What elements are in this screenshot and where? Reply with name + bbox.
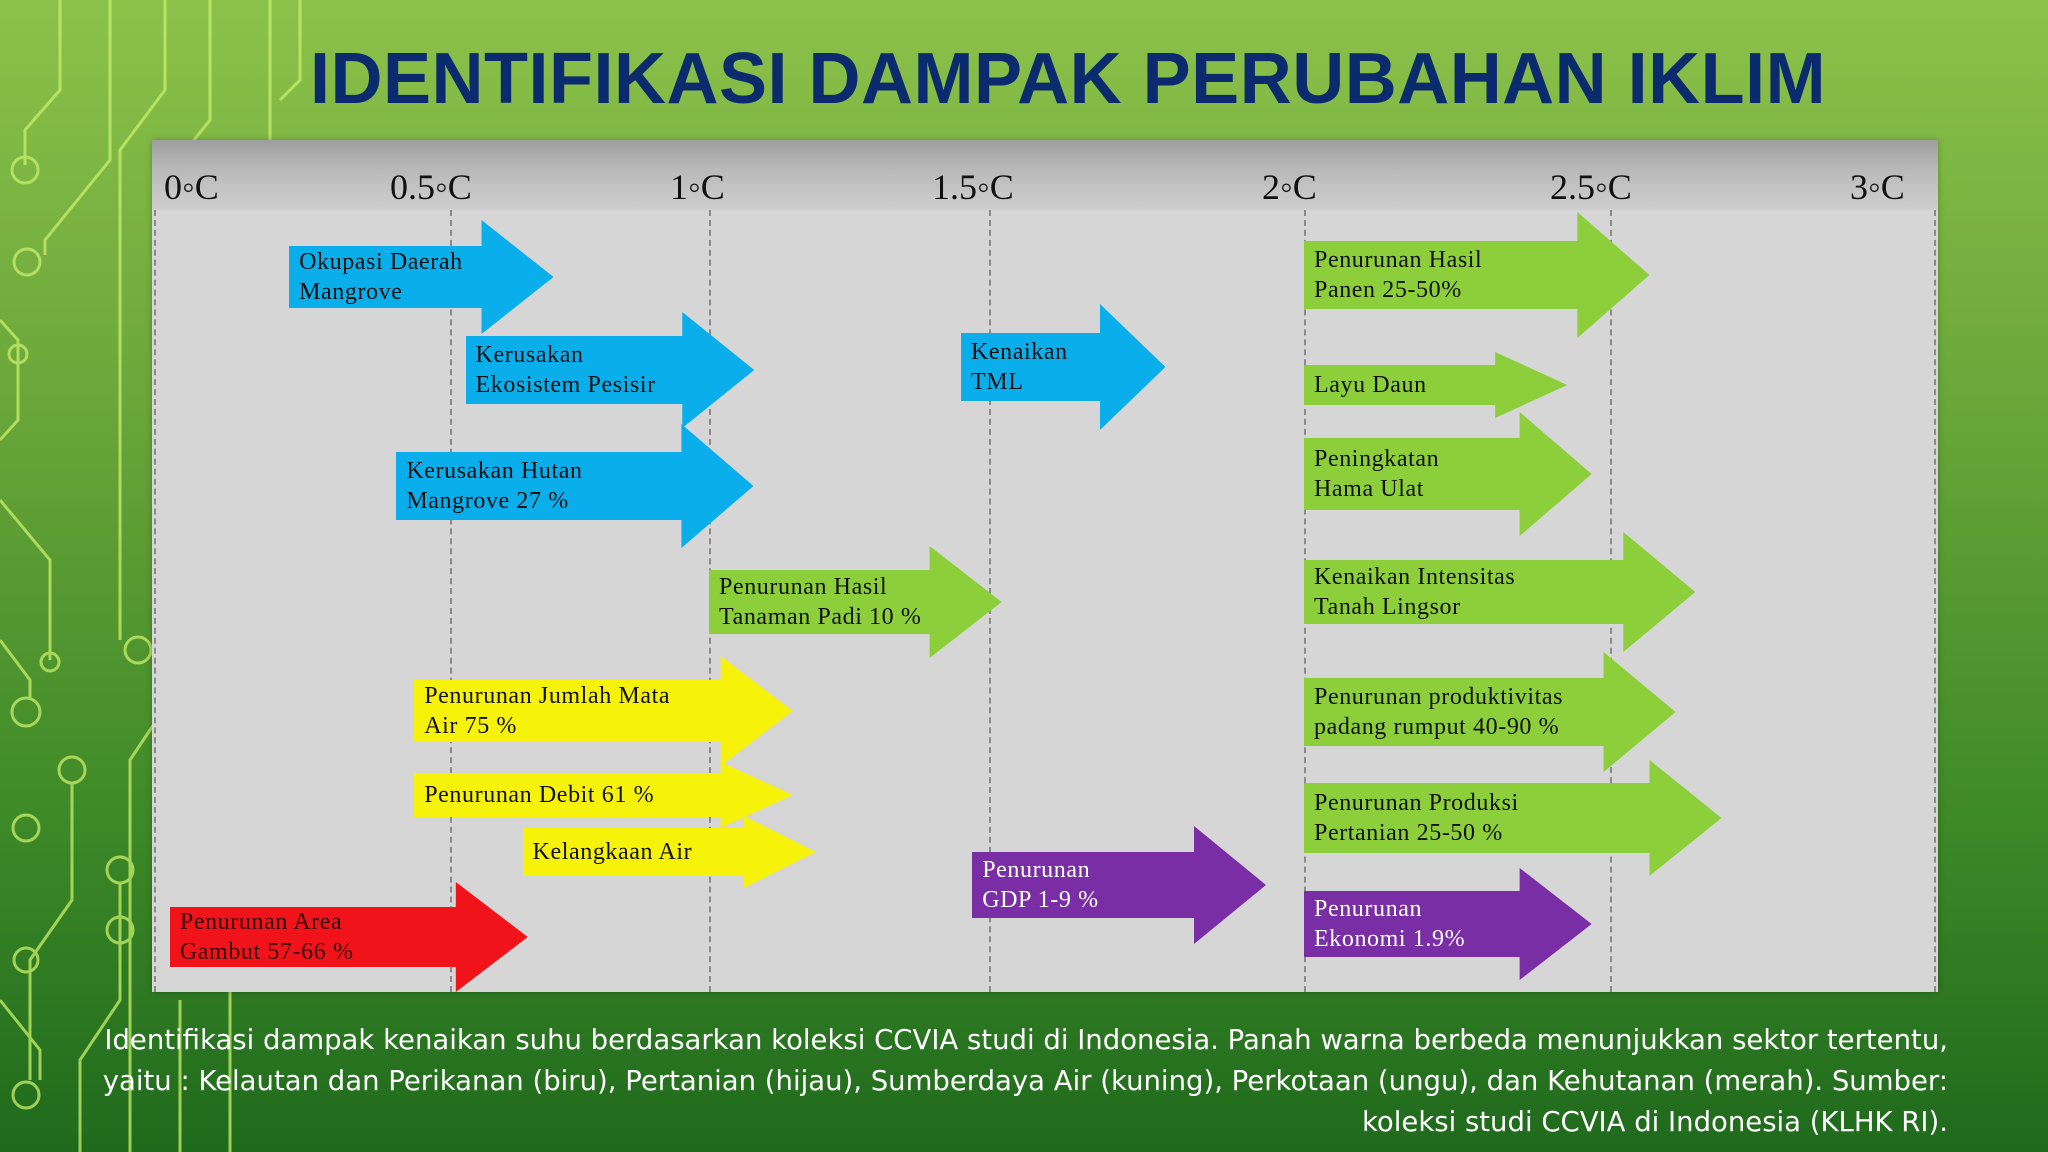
impact-arrow (1304, 352, 1567, 418)
gridline (154, 210, 156, 992)
arrow-label-line: Panen 25-50% (1314, 277, 1462, 303)
arrow-label-line: Penurunan (1314, 896, 1423, 922)
tick-label: 2◦C (1262, 167, 1317, 207)
arrow-label-line: Penurunan Area (179, 909, 343, 935)
impact-arrow (170, 882, 528, 992)
impact-arrow (466, 312, 754, 428)
impact-arrow (414, 656, 793, 766)
arrow-label-line: GDP 1-9 % (982, 887, 1099, 913)
arrow-label-line: Layu Daun (1314, 372, 1427, 398)
arrow-label (1314, 894, 1465, 954)
arrow-label-line: Penurunan Debit 61 % (424, 782, 655, 808)
arrow-label-line: padang rumput 40-90 % (1314, 714, 1560, 740)
arrow-label (180, 907, 354, 967)
tick-label: 2.5◦C (1550, 167, 1632, 207)
arrow-label-line: Ekosistem Pesisir (475, 372, 656, 398)
impact-arrow (1304, 212, 1649, 338)
tick-label: 3◦C (1850, 167, 1905, 207)
arrow-label (1314, 245, 1482, 305)
arrow-label (533, 837, 693, 867)
arrow-label-line: Tanaman Padi 10 % (719, 604, 922, 630)
tick-label: 0.5◦C (390, 167, 472, 207)
arrow-label (406, 456, 582, 516)
arrow-label-line: Tanah Lingsor (1314, 594, 1461, 620)
impact-arrow (523, 816, 816, 888)
arrow-label (1314, 682, 1563, 742)
impact-arrow (972, 826, 1266, 944)
gridline (1934, 210, 1936, 992)
tick-label: 1.5◦C (932, 167, 1014, 207)
arrow-label (1314, 370, 1427, 400)
impact-arrow (961, 304, 1165, 430)
arrow-label (1314, 444, 1439, 504)
arrow-label-line: TML (971, 369, 1024, 395)
arrow-label (476, 340, 656, 400)
arrow-label-line: Gambut 57-66 % (179, 939, 354, 965)
arrow-label-line: Kelangkaan Air (532, 839, 693, 865)
impact-arrow (1304, 868, 1592, 980)
arrow-label-line: Kerusakan Hutan (406, 458, 583, 484)
impact-arrow (1304, 652, 1676, 772)
arrow-label (424, 681, 670, 741)
arrow-label-line: Penurunan Produksi (1314, 790, 1519, 816)
arrow-label-line: Mangrove (299, 279, 403, 305)
impact-arrow (1304, 760, 1722, 876)
arrow-label-line: Pertanian 25-50 % (1314, 820, 1503, 846)
arrow-label-line: Penurunan produktivitas (1314, 684, 1564, 710)
impact-timeline-chart (152, 140, 1938, 992)
arrow-label-line: Penurunan (982, 857, 1091, 883)
arrow-label (1314, 788, 1519, 848)
arrow-label-line: Ekonomi 1.9% (1314, 926, 1466, 952)
arrow-label-line: Penurunan Hasil (1314, 247, 1483, 273)
arrow-label-line: Air 75 % (424, 713, 518, 739)
arrow-label (1314, 562, 1515, 622)
arrow-label (971, 337, 1068, 397)
tick-label: 0◦C (164, 167, 219, 207)
arrow-label-line: Okupasi Daerah (299, 249, 463, 275)
tick-label: 1◦C (670, 167, 725, 207)
arrow-label (719, 572, 921, 632)
arrow-label-line: Kerusakan (475, 342, 584, 368)
arrow-label-line: Peningkatan (1314, 446, 1440, 472)
impact-arrow (1304, 532, 1695, 652)
arrow-label (982, 855, 1099, 915)
arrow-label-line: Kenaikan Intensitas (1314, 564, 1516, 590)
arrow-label-line: Kenaikan (971, 339, 1068, 365)
arrow-label-line: Mangrove 27 % (406, 488, 569, 514)
page-title: IDENTIFIKASI DAMPAK PERUBAHAN IKLIM (310, 39, 1827, 119)
arrow-label-line: Penurunan Jumlah Mata (424, 683, 671, 709)
figure-caption: Identifikasi dampak kenaikan suhu berdasarkan koleksi CCVIA studi di Indonesia. Panah warna berbeda menunjukkan sektor tertentu, yaitu : Kelautan dan Perikanan (biru), Pertanian (hijau), Sumberdaya Air (kuning), Perkotaan (ungu), dan Kehutanan (merah). Sumber: koleksi studi CCVIA di Indonesia (KLHK RI). (102, 1024, 1948, 1138)
impact-arrow (396, 424, 753, 548)
arrow-label (424, 780, 654, 810)
arrow-label (299, 247, 463, 307)
impact-arrow (1304, 412, 1592, 536)
arrow-label-line: Penurunan Hasil (719, 574, 888, 600)
impact-arrow (709, 546, 1002, 658)
arrow-label-line: Hama Ulat (1314, 476, 1425, 502)
